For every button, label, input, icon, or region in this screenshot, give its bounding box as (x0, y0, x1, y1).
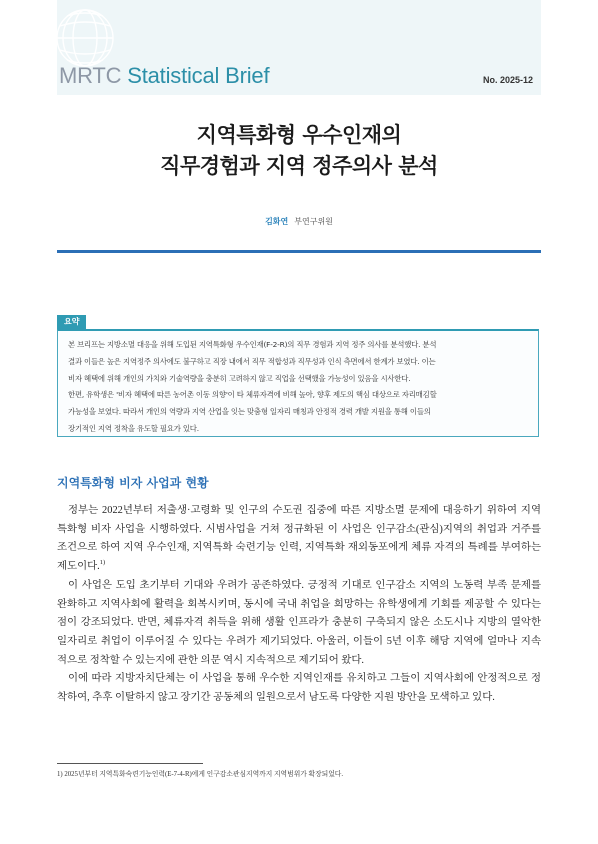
issue-number: No. 2025-12 (482, 75, 533, 85)
paragraph-line: 일자리로 취업이 이루어질 수 있다는 우려가 제기되었다. 아울러, 이들이 5년 이후 해당 지역에 얼마나 지속 (57, 635, 541, 647)
paragraph-line: 점이 강조되었다. 반면, 체류자격 취득을 위해 생활 인프라가 충분히 구축되지 않은 소도시나 지방의 열악한 (57, 617, 541, 629)
title-line-1: 지역특화형 우수인재의 (196, 123, 402, 147)
paragraph-line-with-footnote (57, 558, 541, 577)
section-heading: 지역특화형 비자 사업과 현황 (57, 476, 209, 490)
brand-statistical-brief: Statistical Brief (127, 63, 270, 88)
summary-line: 본 브리프는 지방소멸 대응을 위해 도입된 지역특화형 우수인재(F-2-R)의 직무 경험과 지역 정주 의사를 분석했다. 분석 (68, 340, 437, 349)
body-text (57, 502, 541, 708)
footnote-divider (57, 763, 203, 764)
summary-line: 장기적인 지역 정착을 유도할 필요가 있다. (68, 423, 199, 433)
brief-header (57, 0, 541, 95)
brand-logo-text (59, 63, 269, 89)
footnote-ref[interactable]: 1) (99, 559, 106, 567)
paragraph-line: 정부는 2022년부터 저출생·고령화 및 인구의 수도권 집중에 따른 지방소멸 문제에 대응하기 위하여 지역 (68, 505, 541, 516)
summary-line: 비자 혜택에 위해 개인의 가치와 기술역량을 충분히 고려하지 않고 직업을 선택했을 가능성이 있음을 시사한다. (68, 373, 411, 383)
paragraph-line: 이에 따라 지방자치단체는 이 사업을 통해 우수한 지역인재를 유치하고 그들이 지역사회에 안정적으로 정 (68, 673, 541, 685)
brand-mrtc: MRTC (59, 63, 128, 88)
summary-line: 한편, 유학생은 '비자 혜택에 따른 농어촌 이동 의향'이 타 체류자격에 비해 높아, 향후 제도의 핵심 대상으로 자리매김할 (68, 390, 437, 400)
globe-wireframe-icon (57, 6, 117, 70)
title-line-2: 직무경험과 지역 정주의사 분석 (160, 154, 438, 178)
paragraph-line: 완화하고 지역사회에 활력을 회복시키며, 동시에 국내 취업을 희망하는 유학생에게 기회를 제공할 수 있다는 (57, 598, 541, 610)
author-role: 부연구위원 (294, 217, 333, 226)
document-title (0, 120, 598, 182)
author-line (0, 216, 598, 228)
paragraph-line: 특화형 비자 사업을 시행하였다. 시범사업을 거쳐 정규화된 이 사업은 인구감소(관심)지역의 취업과 거주를 (57, 523, 541, 535)
paragraph-line: 조건으로 하여 지역 우수인재, 지역특화 숙련기능 인력, 지역특화 재외동포에게 체류 자격의 특례를 부여하는 (57, 542, 541, 554)
footnote: 1) 2025년부터 지역특화숙련기능인력(E-7-4-R)에게 인구감소관심지역까지 지역범위가 확장되었다. (57, 771, 344, 778)
summary-line: 가능성을 보였다. 따라서 개인의 역량과 지역 산업을 잇는 맞춤형 일자리 매칭과 안정적 경력 개발 지원을 통해 이들의 (68, 407, 431, 417)
paragraph-line: 적으로 정착할 수 있는지에 관한 의문 역시 지속적으로 제기되어 왔다. (57, 654, 365, 666)
title-divider (57, 250, 541, 253)
paragraph-line: 착하여, 추후 이탈하지 않고 장기간 공동체의 일원으로서 남도록 다양한 지원 방안을 모색하고 있다. (57, 692, 495, 704)
summary-line: 결과 이들은 높은 지역정주 의사에도 불구하고 직장 내에서 직무 적합성과 직무성과 인식 측면에서 한계가 보였다. 이는 (68, 356, 436, 366)
paragraph-line: 이 사업은 도입 초기부터 기대와 우려가 공존하였다. 긍정적 기대로 인구감소 지역의 노동력 부족 문제를 (68, 579, 541, 591)
paragraph-line-text: 제도이다. (57, 561, 100, 573)
author-name: 김화연 (265, 217, 289, 226)
summary-text (68, 337, 530, 438)
summary-label: 요약 (57, 315, 86, 329)
